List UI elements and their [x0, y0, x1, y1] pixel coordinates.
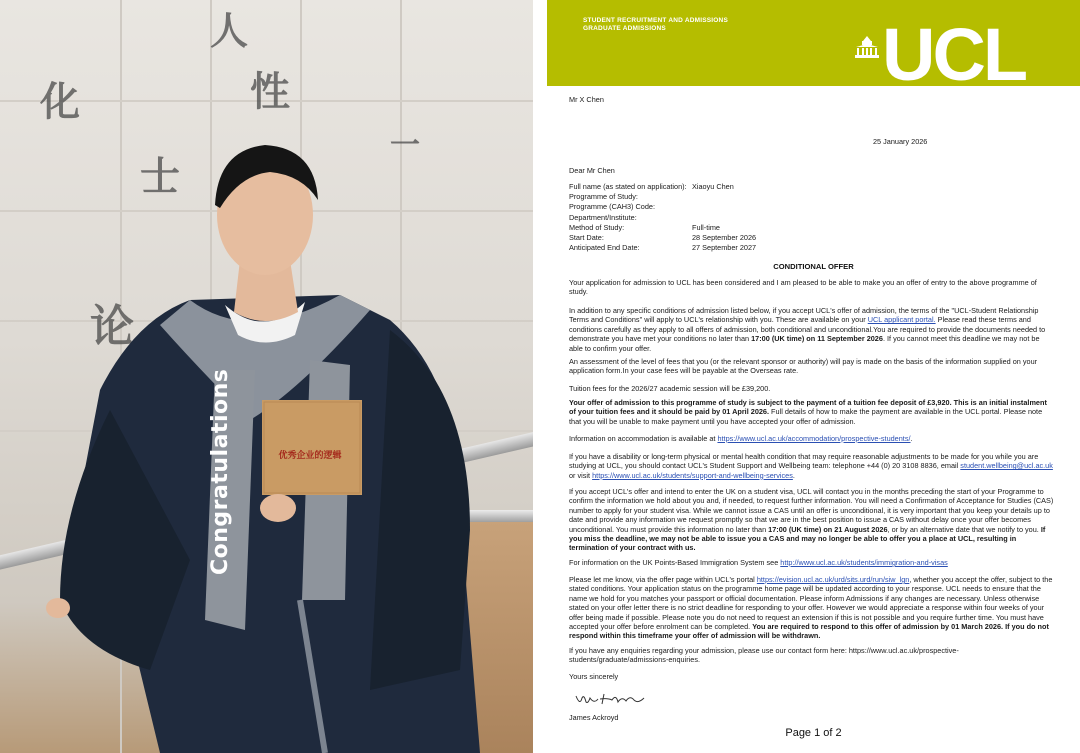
paragraph: Your application for admission to UCL has been considered and I am pleased to be able to make you an offer of entry to the above programme of study.: [569, 278, 1037, 297]
wellbeing-email-link[interactable]: student.wellbeing@ucl.ac.uk: [960, 461, 1053, 471]
wellbeing-services-link[interactable]: https://www.ucl.ac.uk/students/support-and-wellbeing-services: [592, 470, 793, 480]
graduation-photo: [0, 0, 533, 753]
paragraph: Tuition fees for the 2026/27 academic session will be £39,200.: [569, 384, 771, 393]
field-value: 27 September 2027: [692, 243, 757, 252]
letter-date: 25 January 2026: [873, 137, 928, 146]
applicant-portal-link[interactable]: UCL applicant portal.: [867, 315, 936, 325]
paragraph: Please let me know, via the offer page within UCL's portal https://evision.ucl.ac.uk/urd/sits.urd/run/siw_lgn, whether you accept the offer, subject to the stated conditions. Your application status on the programme home page will be updated according to your response. UCL needs to ensure that the name we hold for you matches your passport or official documentation. Please inform Admissions if any changes are necessary. Unless otherwise stated on your offer letter there is no strict deadline for responding to your offer. However we would appreciate a response within four weeks of your offer being made if possible. Please note you do not need to request an extension if this is not possible and you require further time. You must have accepted your offer before enrolment can be completed. You are required to respond to this offer of admission by 01 March 2026. If you do not respond within this timeframe your offer of admission will be withdrawn.: [569, 575, 1053, 641]
addressee: Mr X Chen: [569, 95, 604, 104]
sash-text: Congratulations: [208, 368, 233, 575]
header-department: STUDENT RECRUITMENT AND ADMISSIONS: [583, 17, 728, 24]
field-label: Full name (as stated on application):: [569, 182, 687, 191]
offer-letter: [547, 0, 1080, 753]
wall-character: 化: [40, 78, 80, 125]
signatory-name: James Ackroyd: [569, 713, 619, 722]
paragraph: For information on the UK Points-Based Immigration System see http://www.ucl.ac.uk/students/immigration-and-visas: [569, 558, 948, 567]
portico-icon: [854, 36, 880, 58]
paragraph: Your offer of admission to this programme of study is subject to the payment of a tuition fee deposit of £3,920. This is an initial instalment of your tuition fees and it should be paid by 01 April 2026. Full details of how to make the payment are available in the UCL portal. Please note that you will be unable to make payment until you have accepted your offer of admission.: [569, 398, 1047, 426]
accommodation-link[interactable]: https://www.ucl.ac.uk/accommodation/prospective-students/: [717, 434, 911, 443]
field-value: Full-time: [692, 223, 720, 232]
signature-image: [574, 690, 654, 710]
portal-link[interactable]: https://evision.ucl.ac.uk/urd/sits.urd/run/siw_lgn: [756, 575, 910, 584]
field-value: 28 September 2026: [692, 233, 757, 242]
paragraph: In addition to any specific conditions of admission listed below, if you accept UCL's offer of admission, the terms of the "UCL-Student Relationship Terms and Conditions" will apply to UCL's relationship with you. These are available on your UCL applicant portal. Please read these terms and conditions carefully as they apply to all offers of admission, both conditional and unconditional.You are required to provide the documents needed to demonstrate you have met your conditions no later than 17:00 (UK time) on 11 September 2026. If you cannot meet this deadline we may not be able to confirm your offer.: [569, 306, 1046, 353]
header-subdepartment: GRADUATE ADMISSIONS: [583, 25, 666, 32]
field-label: Anticipated End Date:: [569, 243, 640, 252]
field-label: Method of Study:: [569, 223, 625, 232]
wall-character: 人: [210, 8, 249, 53]
paragraph: If you accept UCL's offer and intend to enter the UK on a student visa, UCL will contact you in the months preceding the start of your Programme to confirm the information we hold about you and, if needed, to request further information. You will need a Confirmation of Acceptance for Studies (CAS) number to apply for your student visa. While we cannot issue a CAS until an offer is unconditional, it is very important that you keep your details up to date and provide any information we request promptly so that we are in the best position to issue a CAS without delay once your offer becomes unconditional. You must provide this information no later than 17:00 (UK time) on 21 August 2026, or by an alternative date that we notify to you. If you miss the deadline, we may not be able to issue you a CAS and may no longer be able to offer you a place at UCL, resulting in termination of your contract with us.: [569, 487, 1054, 553]
wall-character: 论: [90, 301, 134, 352]
book-title: 优秀企业的逻辑: [278, 451, 342, 461]
field-label: Start Date:: [569, 233, 604, 242]
field-value: Xiaoyu Chen: [692, 182, 734, 191]
wall-character: 性: [250, 68, 290, 115]
graduate-figure: [40, 130, 500, 753]
paragraph: If you have any enquiries regarding your admission, please use our contact form here: https://www.ucl.ac.uk/prospective-students/graduate/admissions-enquiries.: [569, 646, 959, 665]
page-number: Page 1 of 2: [785, 727, 842, 739]
field-label: Programme (CAH3) Code:: [569, 202, 655, 211]
field-label: Department/Institute:: [569, 213, 637, 222]
paragraph: If you have a disability or long-term physical or mental health condition that may require reasonable adjustments to be made for you while you are studying at UCL, you should contact UCL's Student Support and Wellbeing team: telephone +44 (0) 20 3108 8836, email student.wellbeing@ucl.ac.uk or visit https://www.ucl.ac.uk/students/support-and-wellbeing-services.: [569, 452, 1053, 480]
wall-character: 一: [390, 128, 420, 163]
ucl-logo: UCL: [882, 13, 1026, 96]
letter-header-banner: [547, 0, 1080, 96]
paragraph: An assessment of the level of fees that you (or the relevant sponsor or authority) will pay is made on the basis of the information supplied on your application form.In your case fees will be payable at the Overseas rate.: [569, 357, 1038, 376]
offer-title: CONDITIONAL OFFER: [773, 262, 854, 271]
closing: Yours sincerely: [569, 672, 619, 681]
immigration-link[interactable]: http://www.ucl.ac.uk/students/immigration-and-visas: [780, 558, 948, 567]
wall-character: 士: [140, 153, 180, 200]
field-label: Programme of Study:: [569, 192, 638, 201]
salutation: Dear Mr Chen: [569, 166, 615, 175]
paragraph: Information on accommodation is available at https://www.ucl.ac.uk/accommodation/prospective-students/.: [569, 434, 913, 443]
